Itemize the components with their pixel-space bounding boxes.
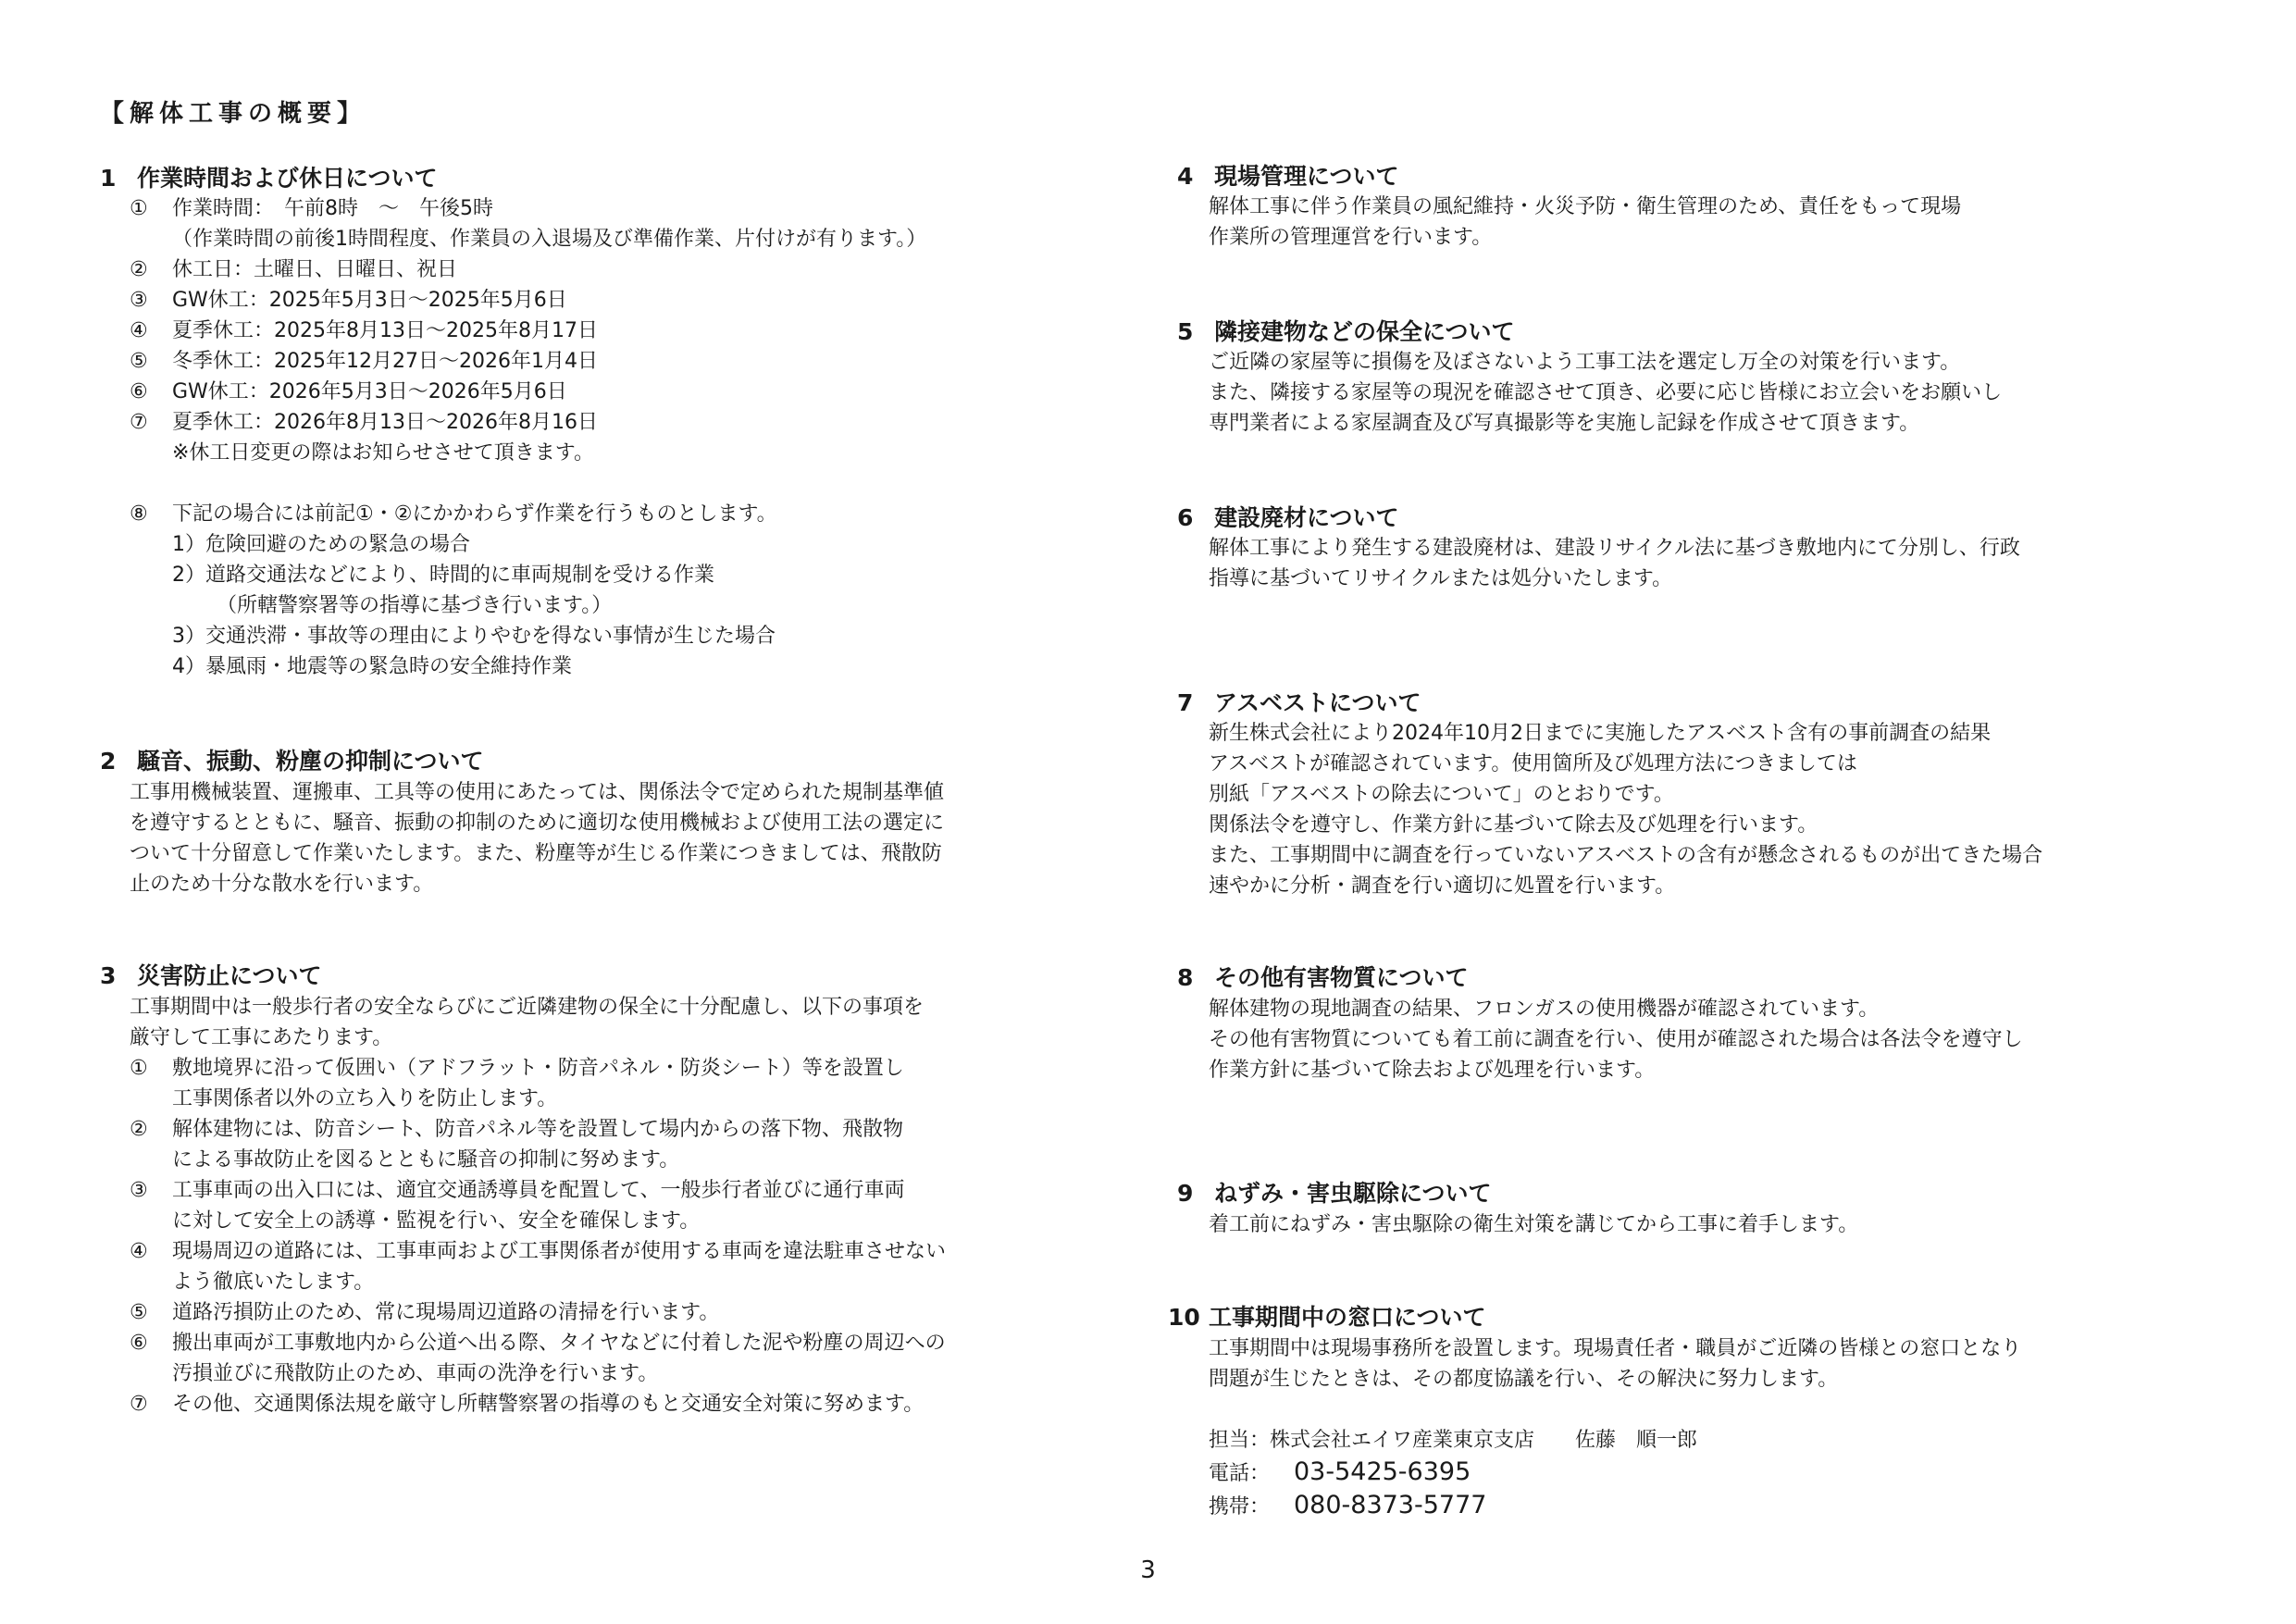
section-4-heading: 4 現場管理について <box>1177 163 1399 190</box>
list-item: ④ 夏季休工：2025年8月13日～2025年8月17日 <box>130 319 598 342</box>
sub-item: 1）危険回避のための緊急の場合 <box>172 533 470 556</box>
list-item: ⑤ 冬季休工：2025年12月27日～2026年1月4日 <box>130 350 598 373</box>
paragraph-line: 別紙「アスベストの除去について」のとおりです。 <box>1209 783 1674 806</box>
list-item: ⑧ 下記の場合には前記①・②にかかわらず作業を行うものとします。 <box>130 502 777 526</box>
paragraph-line: 作業方針に基づいて除去および処理を行います。 <box>1209 1059 1656 1082</box>
section-6-heading: 6 建設廃材について <box>1177 504 1399 531</box>
paragraph-line: 着工前にねずみ・害虫駆除の衛生対策を講じてから工事に着手します。 <box>1209 1213 1859 1236</box>
list-item: ※休工日変更の際はお知らせさせて頂きます。 <box>172 441 595 465</box>
section-9-heading: 9 ねずみ・害虫駆除について <box>1177 1180 1492 1207</box>
paragraph-line: ついて十分留意して作業いたします。また、粉塵等が生じる作業につきましては、飛散防 <box>130 842 942 865</box>
paragraph-line: 工事期間中は一般歩行者の安全ならびにご近隣建物の保全に十分配慮し、以下の事項を <box>130 996 925 1019</box>
sub-item: 4）暴風雨・地震等の緊急時の安全維持作業 <box>172 655 572 678</box>
paragraph-line: また、隣接する家屋等の現況を確認させて頂き、必要に応じ皆様にお立会いをお願いし <box>1209 381 2003 404</box>
paragraph-line: 解体建物の現地調査の結果、フロンガスの使用機器が確認されています。 <box>1209 998 1880 1021</box>
section-8-heading: 8 その他有害物質について <box>1177 964 1469 991</box>
paragraph-line: 工事用機械装置、運搬車、工具等の使用にあたっては、関係法令で定められた規制基準値 <box>130 781 945 804</box>
sub-item: 2）道路交通法などにより、時間的に車両規制を受ける作業 <box>172 564 714 587</box>
paragraph-line: 作業所の管理運営を行います。 <box>1209 226 1493 249</box>
paragraph-line: 関係法令を遵守し、作業方針に基づいて除去及び処理を行います。 <box>1209 813 1818 837</box>
contact-person: 担当：株式会社エイワ産業東京支店 佐藤 順一郎 <box>1209 1429 1698 1452</box>
list-item: ⑤ 道路汚損防止のため、常に現場周辺道路の清掃を行います。 <box>130 1301 720 1324</box>
paragraph-line: ご近隣の家屋等に損傷を及ぼさないよう工事工法を選定し万全の対策を行います。 <box>1209 351 1961 374</box>
paragraph-line: 厳守して工事にあたります。 <box>130 1026 393 1049</box>
contact-phone: 電話： 03-5425-6395 <box>1209 1457 1471 1486</box>
page-number: 3 <box>1140 1556 1156 1584</box>
list-item: ③ GW休工：2025年5月3日～2025年5月6日 <box>130 289 567 312</box>
list-item: に対して安全上の誘導・監視を行い、安全を確保します。 <box>172 1209 701 1233</box>
section-7-heading: 7 アスベストについて <box>1177 689 1421 716</box>
paragraph-line: 止のため十分な散水を行います。 <box>130 873 434 896</box>
list-item: ② 休工日：土曜日、日曜日、祝日 <box>130 258 458 281</box>
list-item: ③ 工事車両の出入口には、適宜交通誘導員を配置して、一般歩行者並びに通行車両 <box>130 1179 905 1202</box>
paragraph-line: 指導に基づいてリサイクルまたは処分いたします。 <box>1209 567 1673 590</box>
paragraph-line: 速やかに分析・調査を行い適切に処置を行います。 <box>1209 874 1676 898</box>
list-item: 工事関係者以外の立ち入りを防止します。 <box>172 1087 558 1110</box>
list-item: ① 敷地境界に沿って仮囲い（アドフラット・防音パネル・防炎シート）等を設置し <box>130 1057 904 1080</box>
list-item: （作業時間の前後1時間程度、作業員の入退場及び準備作業、片付けが有ります。） <box>172 228 927 251</box>
paragraph-line: 工事期間中は現場事務所を設置します。現場責任者・職員がご近隣の皆様との窓口となり <box>1209 1337 2022 1360</box>
paragraph-line: また、工事期間中に調査を行っていないアスベストの含有が懸念されるものが出てきた場合 <box>1209 844 2043 867</box>
document-title: 【解体工事の概要】 <box>100 100 367 128</box>
paragraph-line: を遵守するとともに、騒音、振動の抑制のために適切な使用機械および使用工法の選定に <box>130 812 945 835</box>
section-5-heading: 5 隣接建物などの保全について <box>1177 318 1515 345</box>
paragraph-line: 専門業者による家屋調査及び写真撮影等を実施し記録を作成させて頂きます。 <box>1209 412 1920 435</box>
list-item: ⑥ GW休工：2026年5月3日～2026年5月6日 <box>130 380 567 403</box>
list-item: 汚損並びに飛散防止のため、車両の洗浄を行います。 <box>172 1362 659 1385</box>
paragraph-line: アスベストが確認されています。使用箇所及び処理方法につきましては <box>1209 752 1857 775</box>
list-item: ⑦ 夏季休工：2026年8月13日～2026年8月16日 <box>130 411 598 434</box>
paragraph-line: 解体工事に伴う作業員の風紀維持・火災予防・衛生管理のため、責任をもって現場 <box>1209 195 1962 218</box>
section-1-heading: 1 作業時間および休日について <box>100 165 438 192</box>
paragraph-line: その他有害物質についても着工前に調査を行い、使用が確認された場合は各法令を遵守し <box>1209 1028 2023 1051</box>
paragraph-line: 解体工事により発生する建設廃材は、建設リサイクル法に基づき敷地内にて分別し、行政 <box>1209 537 2020 560</box>
list-item: による事故防止を図るとともに騒音の抑制に努めます。 <box>172 1148 680 1172</box>
section-10-heading: 10 工事期間中の窓口について <box>1168 1304 1486 1331</box>
list-item: ④ 現場周辺の道路には、工事車両および工事関係者が使用する車両を違法駐車させない <box>130 1240 947 1263</box>
list-item: ⑦ その他、交通関係法規を厳守し所轄警察署の指導のもと交通安全対策に努めます。 <box>130 1393 925 1416</box>
paragraph-line: 問題が生じたときは、その都度協議を行い、その解決に努力します。 <box>1209 1368 1839 1391</box>
list-item: ② 解体建物には、防音シート、防音パネル等を設置して場内からの落下物、飛散物 <box>130 1118 904 1141</box>
contact-mobile: 携帯： 080-8373-5777 <box>1209 1491 1487 1519</box>
list-item: ① 作業時間： 午前8時 ～ 午後5時 <box>130 197 493 220</box>
sub-item: （所轄警察署等の指導に基づき行います。） <box>217 594 613 617</box>
list-item: ⑥ 搬出車両が工事敷地内から公道へ出る際、タイヤなどに付着した泥や粉塵の周辺への <box>130 1332 946 1355</box>
section-2-heading: 2 騒音、振動、粉塵の抑制について <box>100 748 484 775</box>
sub-item: 3）交通渋滞・事故等の理由によりやむを得ない事情が生じた場合 <box>172 625 776 648</box>
paragraph-line: 新生株式会社により2024年10月2日までに実施したアスベスト含有の事前調査の結果 <box>1209 722 1992 745</box>
section-3-heading: 3 災害防止について <box>100 962 322 989</box>
list-item: よう徹底いたします。 <box>172 1271 375 1294</box>
